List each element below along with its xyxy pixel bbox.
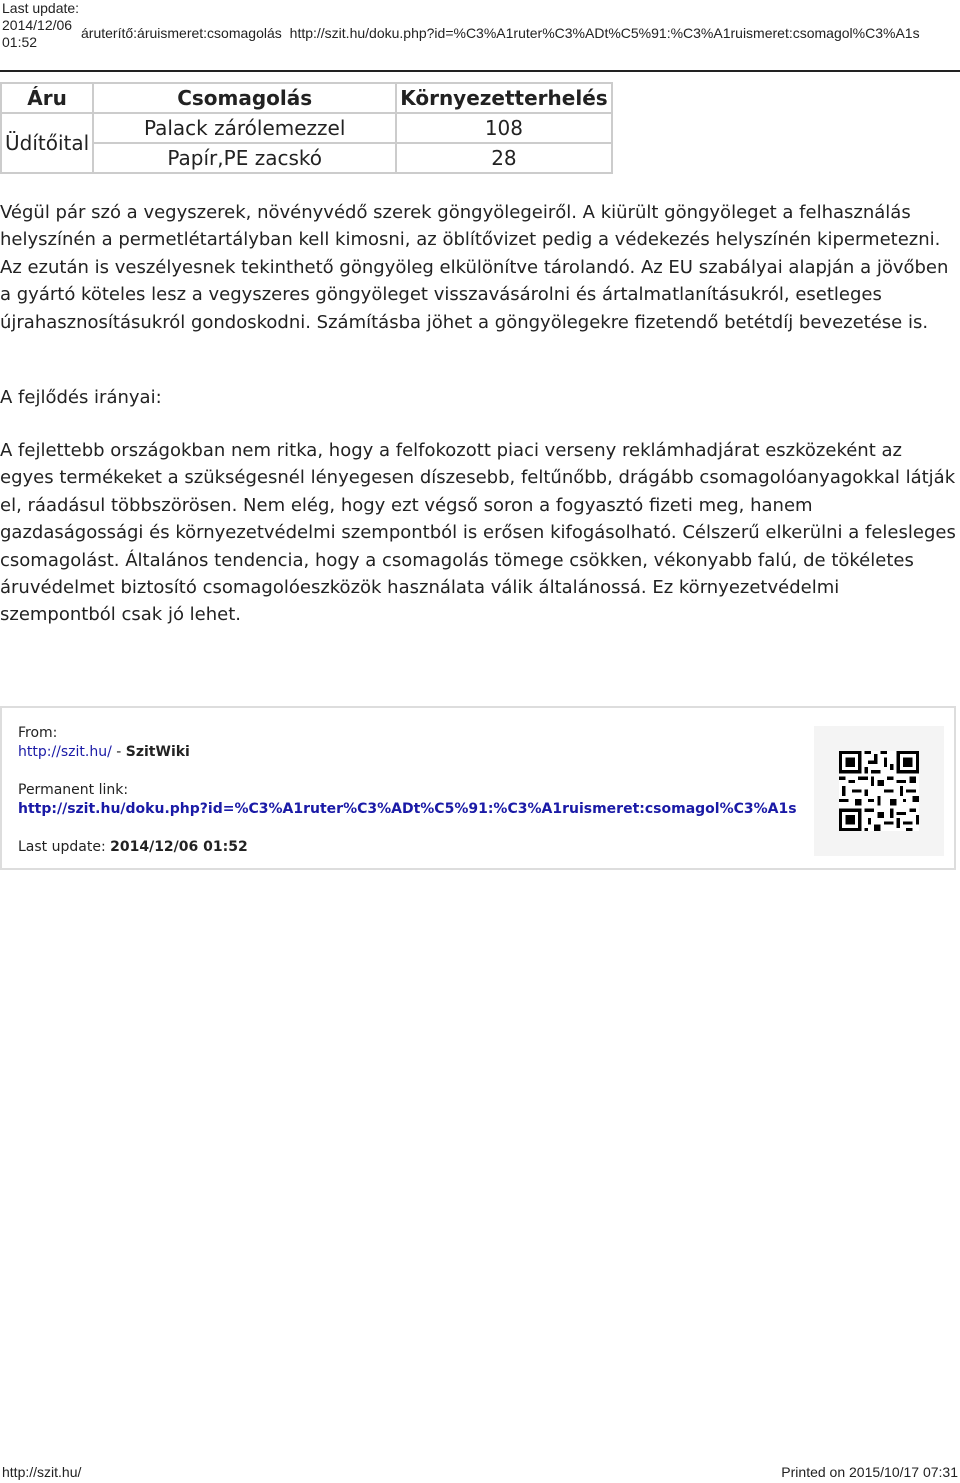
footer-printed-on: Printed on 2015/10/17 07:31 <box>781 1464 958 1480</box>
header-last-update-time: 01:52 <box>2 34 38 50</box>
table-row <box>1 143 612 173</box>
info-last-update-value: 2014/12/06 01:52 <box>110 839 248 855</box>
permalink-value <box>18 801 797 817</box>
permalink-label: Permanent link: <box>18 782 129 798</box>
header-last-update <box>2 0 82 51</box>
from-separator: - <box>111 744 126 760</box>
table-group-cell: Üdítőital <box>1 113 93 173</box>
table-header-row <box>1 83 612 113</box>
permalink-link[interactable]: http://szit.hu/doku.php?id=%C3%A1ruter%C3%ADt%C5%91:%C3%A1ruismeret:csomagol%C3%A1s <box>18 801 797 817</box>
header-url: http://szit.hu/doku.php?id=%C3%A1ruter%C3%ADt%C5%91:%C3%A1ruismeret:csomagol%C3%A1s <box>289 25 920 41</box>
header-page-path <box>81 25 920 42</box>
qr-code-panel <box>814 726 944 856</box>
table-header-cell: Áru <box>1 83 93 113</box>
table-cell: Papír,PE zacskó <box>93 143 396 173</box>
table-header-cell: Csomagolás <box>93 83 396 113</box>
page-info-box <box>0 706 956 870</box>
header-last-update-date: 2014/12/06 <box>2 17 73 33</box>
footer-site-url: http://szit.hu/ <box>2 1464 82 1480</box>
from-link[interactable]: http://szit.hu/ <box>18 744 112 760</box>
packaging-table <box>0 82 613 174</box>
table-cell: Palack zárólemezzel <box>93 113 396 143</box>
paragraph-development: A fejlettebb országokban nem ritka, hogy a felfokozott piaci verseny reklámhadjárat eszközeként az egyes termékeket a szükségesnél lényegesen díszesebb, feltűnőbb, drágább csomagolóanyagokkal látják el, ráadásul többszörösen. Nem elég, hogy ezt végső soron a fogyasztó fizeti meg, hanem gazdaságossági és környezetvédelmi szempontból is erősen kifogásolható. Célszerű elkerülni a felesleges csomagolást. Általános tendencia, hogy a csomagolás tömege csökken, vékonyabb falú, de tökéletes áruvédelmet biztosító csomagolóeszközök használata válik általánossá. Ez környezetvédelmi szempontból csak jó lehet. <box>0 440 956 626</box>
page-header <box>0 0 960 72</box>
table-header-cell: Környezetterhelés <box>396 83 611 113</box>
paragraph-chemicals: Végül pár szó a vegyszerek, növényvédő szerek göngyölegeiről. A kiürült göngyöleget a felhasználás helyszínén a permetlétartályban kell kimosni, az öblítővizet pedig a védekezés helyszínén kipermetezni. Az ezután is veszélyesnek tekinthető göngyöleg elkülönítve tárolandó. Az EU szabályai alapján a jövőben a gyártó köteles lesz a vegyszeres göngyöleget visszavásárolni és ártalmatlanításukról, esetleges újrahasznosításukról gondoskodni. Számításba jöhet a göngyölegekre fizetendő betétdíj bevezetése is. <box>0 202 949 333</box>
header-last-update-label: Last update: <box>2 0 80 16</box>
qr-code-icon <box>839 751 919 831</box>
from-value <box>18 744 190 760</box>
info-last-update <box>18 839 248 855</box>
table-row <box>1 113 612 143</box>
from-site-name: SzitWiki <box>125 744 190 760</box>
from-label: From: <box>18 725 58 741</box>
table-cell: 108 <box>396 113 611 143</box>
header-page-id: áruterítő:áruismeret:csomagolás <box>81 25 282 41</box>
section-heading-development: A fejlődés irányai: <box>0 387 162 408</box>
info-last-update-label: Last update: <box>18 839 111 855</box>
table-cell: 28 <box>396 143 611 173</box>
